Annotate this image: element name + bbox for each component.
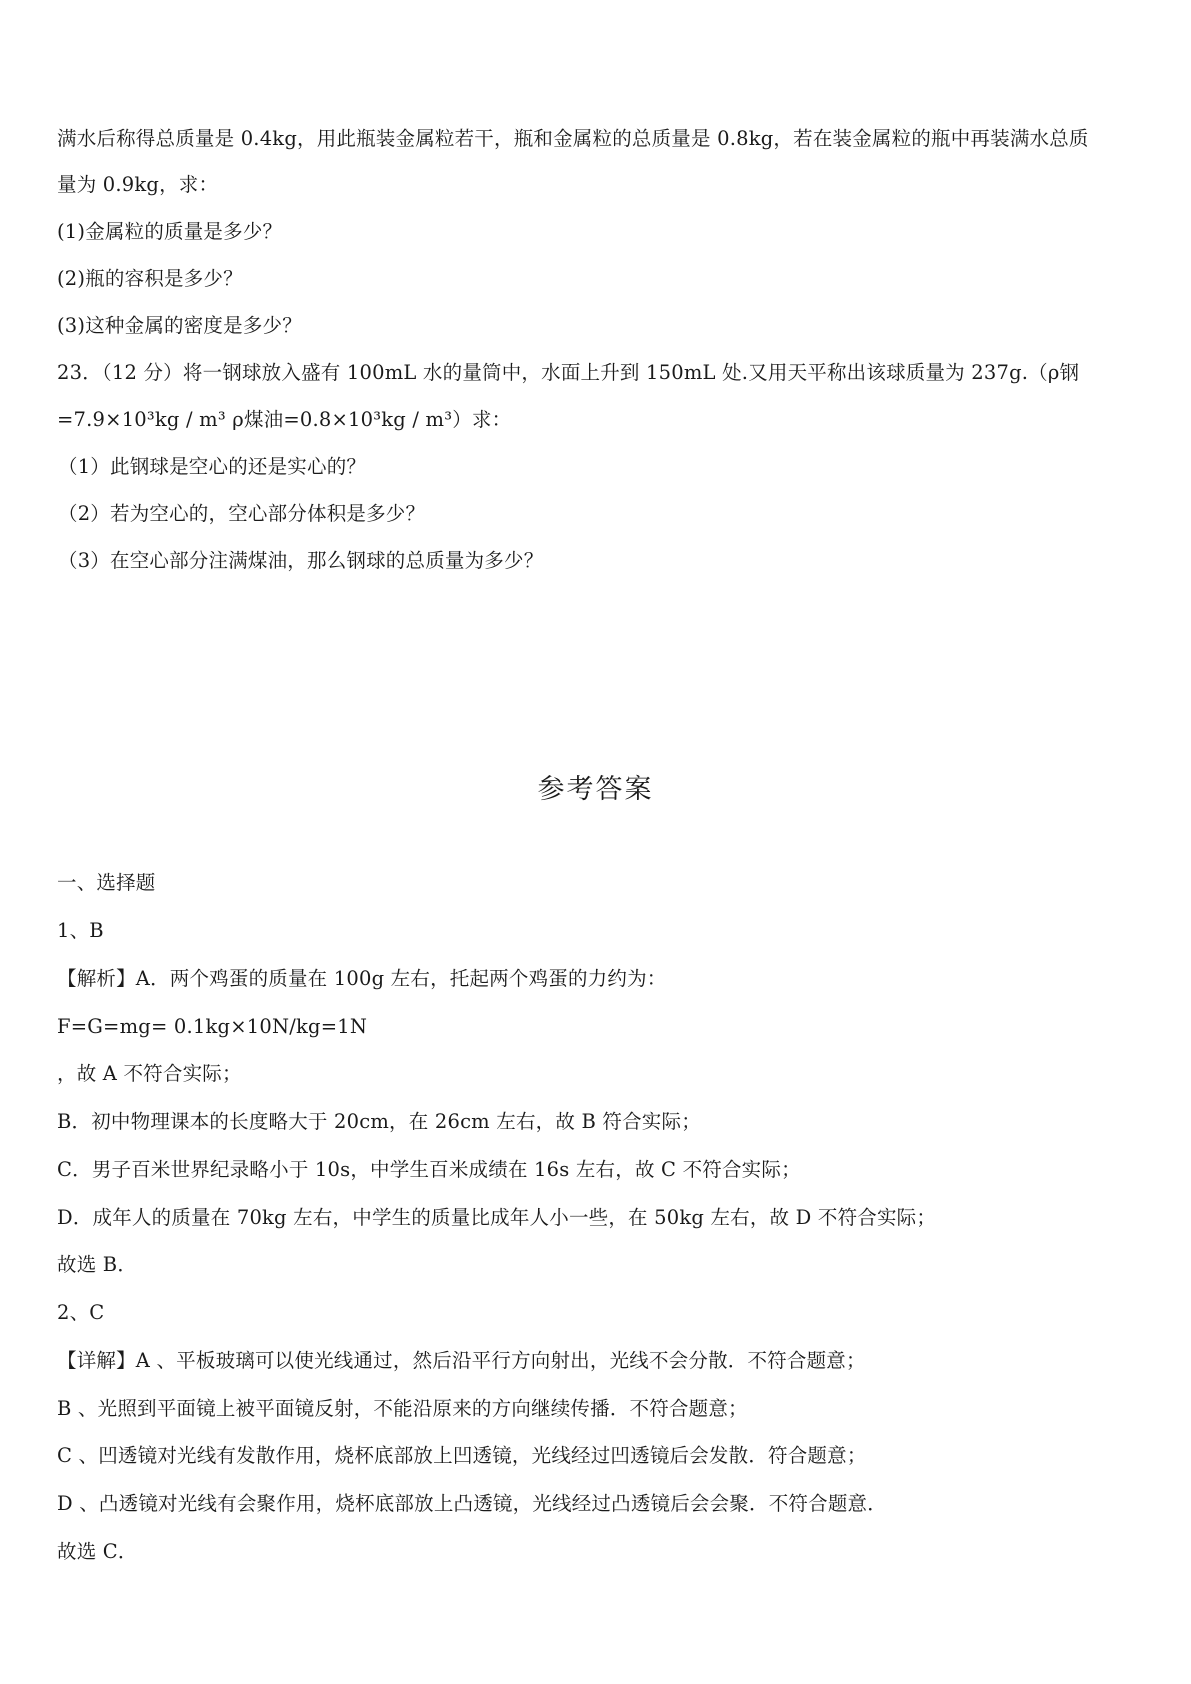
problem22-text-line1: 满水后称得总质量是 0.4kg，用此瓶装金属粒若干，瓶和金属粒的总质量是 0.8kg，若在装金属粒的瓶中再装满水总质 xyxy=(57,127,1089,150)
answer2-detail-line4: D 、凸透镜对光线有会聚作用，烧杯底部放上凸透镜，光线经过凸透镜后会会聚．不符合题意． xyxy=(57,1492,887,1515)
problem23-question1: （1）此钢球是空心的还是实心的？ xyxy=(58,455,367,478)
problem22-question1: (1)金属粒的质量是多少？ xyxy=(57,220,283,243)
answer2-detail-line1: 【详解】A 、平板玻璃可以使光线通过，然后沿平行方向射出，光线不会分散．不符合题意； xyxy=(57,1349,866,1372)
problem23-question2: （2）若为空心的，空心部分体积是多少？ xyxy=(58,502,426,525)
answer1-analysis-line6: D．成年人的质量在 70kg 左右，中学生的质量比成年人小一些，在 50kg 左右，故 D 不符合实际； xyxy=(57,1206,937,1229)
problem22-text-line2: 量为 0.9kg，求： xyxy=(57,173,219,196)
answer1-analysis-line4: B．初中物理课本的长度略大于 20cm，在 26cm 左右，故 B 符合实际； xyxy=(57,1110,701,1133)
section-heading: 一、选择题 xyxy=(57,871,156,894)
answer2-conclusion: 故选 C． xyxy=(57,1540,138,1563)
answer1-analysis-line5: C．男子百米世界纪录略小于 10s，中学生百米成绩在 16s 左右，故 C 不符合实际； xyxy=(57,1158,801,1181)
answer2-label: 2、C xyxy=(57,1301,105,1324)
problem22-question3: (3)这种金属的密度是多少？ xyxy=(57,314,302,337)
problem23-text-line2: =7.9×10³kg / m³ ρ煤油=0.8×10³kg / m³）求： xyxy=(57,408,512,431)
answer2-detail-line3: C 、凹透镜对光线有发散作用，烧杯底部放上凹透镜，光线经过凹透镜后会发散．符合题意； xyxy=(57,1444,867,1467)
answer2-detail-line2: B 、光照到平面镜上被平面镜反射，不能沿原来的方向继续传播．不符合题意； xyxy=(57,1397,748,1420)
answer1-analysis-line3: ，故 A 不符合实际； xyxy=(57,1062,242,1085)
answer1-analysis-line1: 【解析】A．两个鸡蛋的质量在 100g 左右，托起两个鸡蛋的力约为： xyxy=(57,967,667,990)
problem23-text-line1: 23．（12 分）将一钢球放入盛有 100mL 水的量筒中，水面上升到 150mL 处.又用天平称出该球质量为 237g.（ρ钢 xyxy=(57,361,1080,384)
answer1-formula: F=G=mg= 0.1kg×10N/kg=1N xyxy=(57,1015,368,1038)
answer1-conclusion: 故选 B． xyxy=(57,1253,138,1276)
problem22-question2: (2)瓶的容积是多少？ xyxy=(57,267,243,290)
answers-title: 参考答案 xyxy=(537,774,654,805)
answer1-label: 1、B xyxy=(57,919,104,942)
problem23-question3: （3）在空心部分注满煤油，那么钢球的总质量为多少？ xyxy=(58,549,544,572)
